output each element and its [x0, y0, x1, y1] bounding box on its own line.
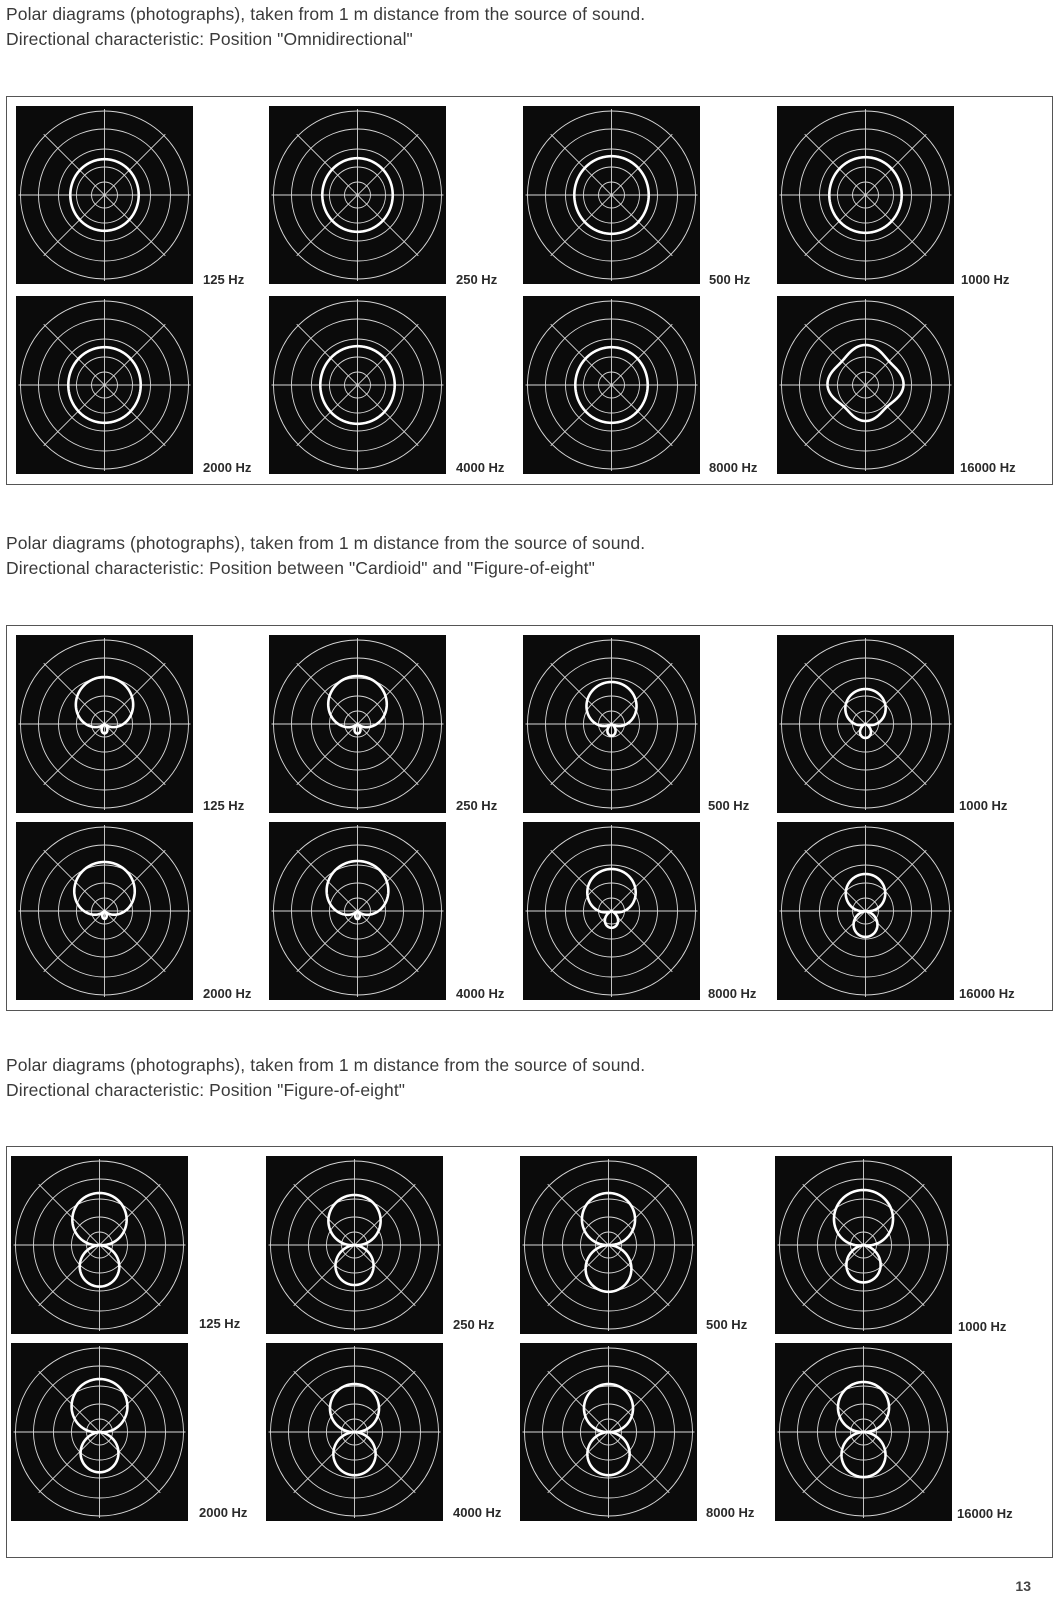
polar-plot-svg: [269, 106, 446, 284]
section-2-caption-line-2: Directional characteristic: Position between "Cardioid" and "Figure-of-eight": [6, 558, 595, 578]
frequency-label-500hz: 500 Hz: [706, 1317, 748, 1332]
polar-diagram-eight-125hz: [11, 1156, 188, 1334]
polar-diagram-eight-8000hz: [520, 1343, 697, 1521]
frequency-label-2000hz: 2000 Hz: [203, 460, 252, 475]
polar-plot-svg: [777, 822, 954, 1000]
section-1-caption-line-2: Directional characteristic: Position "Omnidirectional": [6, 29, 413, 49]
polar-plot-svg: [11, 1343, 188, 1521]
frequency-label-4000hz: 4000 Hz: [453, 1505, 502, 1520]
polar-diagram-omni-2000hz: [16, 296, 193, 474]
frequency-label-1000hz: 1000 Hz: [959, 798, 1008, 813]
polar-plot-svg: [269, 822, 446, 1000]
polar-diagram-hyper-1000hz: [777, 635, 954, 813]
frequency-label-125hz: 125 Hz: [199, 1316, 241, 1331]
section-1-diagram-panel: [6, 96, 1053, 485]
frequency-label-16000hz: 16000 Hz: [960, 460, 1016, 475]
polar-plot-svg: [16, 106, 193, 284]
polar-plot-svg: [523, 822, 700, 1000]
polar-plot-svg: [520, 1343, 697, 1521]
frequency-label-500hz: 500 Hz: [708, 798, 750, 813]
polar-diagram-omni-4000hz: [269, 296, 446, 474]
section-3-caption-line-2: Directional characteristic: Position "Figure-of-eight": [6, 1080, 406, 1100]
polar-diagram-omni-125hz: [16, 106, 193, 284]
polar-diagram-hyper-250hz: [269, 635, 446, 813]
polar-diagram-omni-8000hz: [523, 296, 700, 474]
polar-diagram-hyper-16000hz: [777, 822, 954, 1000]
polar-diagram-hyper-2000hz: [16, 822, 193, 1000]
frequency-label-1000hz: 1000 Hz: [958, 1319, 1007, 1334]
frequency-label-125hz: 125 Hz: [203, 272, 245, 287]
polar-diagram-omni-16000hz: [777, 296, 954, 474]
section-3-diagram-panel: [6, 1146, 1053, 1558]
polar-diagram-eight-4000hz: [266, 1343, 443, 1521]
frequency-label-4000hz: 4000 Hz: [456, 986, 505, 1001]
frequency-label-500hz: 500 Hz: [709, 272, 751, 287]
page-number: 13: [1015, 1578, 1031, 1594]
polar-plot-svg: [269, 635, 446, 813]
polar-diagram-eight-500hz: [520, 1156, 697, 1334]
polar-diagram-hyper-125hz: [16, 635, 193, 813]
polar-plot-svg: [16, 635, 193, 813]
section-2-caption-line-1: Polar diagrams (photographs), taken from 1 m distance from the source of sound.: [6, 533, 646, 553]
polar-plot-svg: [266, 1156, 443, 1334]
polar-diagram-hyper-500hz: [523, 635, 700, 813]
polar-diagram-eight-2000hz: [11, 1343, 188, 1521]
section-2-diagram-panel: [6, 625, 1053, 1011]
frequency-label-125hz: 125 Hz: [203, 798, 245, 813]
polar-plot-svg: [16, 822, 193, 1000]
section-1-caption: [6, 2, 645, 52]
polar-plot-svg: [269, 296, 446, 474]
polar-plot-svg: [11, 1156, 188, 1334]
polar-diagram-eight-1000hz: [775, 1156, 952, 1334]
polar-plot-svg: [266, 1343, 443, 1521]
frequency-label-8000hz: 8000 Hz: [706, 1505, 755, 1520]
polar-plot-svg: [775, 1343, 952, 1521]
polar-diagram-hyper-4000hz: [269, 822, 446, 1000]
polar-diagram-hyper-8000hz: [523, 822, 700, 1000]
frequency-label-250hz: 250 Hz: [453, 1317, 495, 1332]
polar-plot-svg: [16, 296, 193, 474]
frequency-label-4000hz: 4000 Hz: [456, 460, 505, 475]
frequency-label-250hz: 250 Hz: [456, 272, 498, 287]
frequency-label-2000hz: 2000 Hz: [199, 1505, 248, 1520]
frequency-label-1000hz: 1000 Hz: [961, 272, 1010, 287]
polar-plot-svg: [523, 635, 700, 813]
section-3-caption-line-1: Polar diagrams (photographs), taken from 1 m distance from the source of sound.: [6, 1055, 646, 1075]
polar-plot-svg: [523, 296, 700, 474]
polar-plot-svg: [777, 296, 954, 474]
frequency-label-16000hz: 16000 Hz: [957, 1506, 1013, 1521]
polar-diagram-omni-1000hz: [777, 106, 954, 284]
frequency-label-16000hz: 16000 Hz: [959, 986, 1015, 1001]
polar-diagram-omni-250hz: [269, 106, 446, 284]
frequency-label-250hz: 250 Hz: [456, 798, 498, 813]
polar-plot-svg: [777, 106, 954, 284]
frequency-label-8000hz: 8000 Hz: [708, 986, 757, 1001]
section-3-caption: [6, 1053, 645, 1103]
polar-plot-svg: [777, 635, 954, 813]
section-1-caption-line-1: Polar diagrams (photographs), taken from 1 m distance from the source of sound.: [6, 4, 646, 24]
frequency-label-8000hz: 8000 Hz: [709, 460, 758, 475]
polar-plot-svg: [775, 1156, 952, 1334]
polar-diagram-eight-250hz: [266, 1156, 443, 1334]
polar-diagram-eight-16000hz: [775, 1343, 952, 1521]
section-2-caption: [6, 531, 645, 581]
frequency-label-2000hz: 2000 Hz: [203, 986, 252, 1001]
polar-diagram-omni-500hz: [523, 106, 700, 284]
polar-plot-svg: [520, 1156, 697, 1334]
polar-plot-svg: [523, 106, 700, 284]
